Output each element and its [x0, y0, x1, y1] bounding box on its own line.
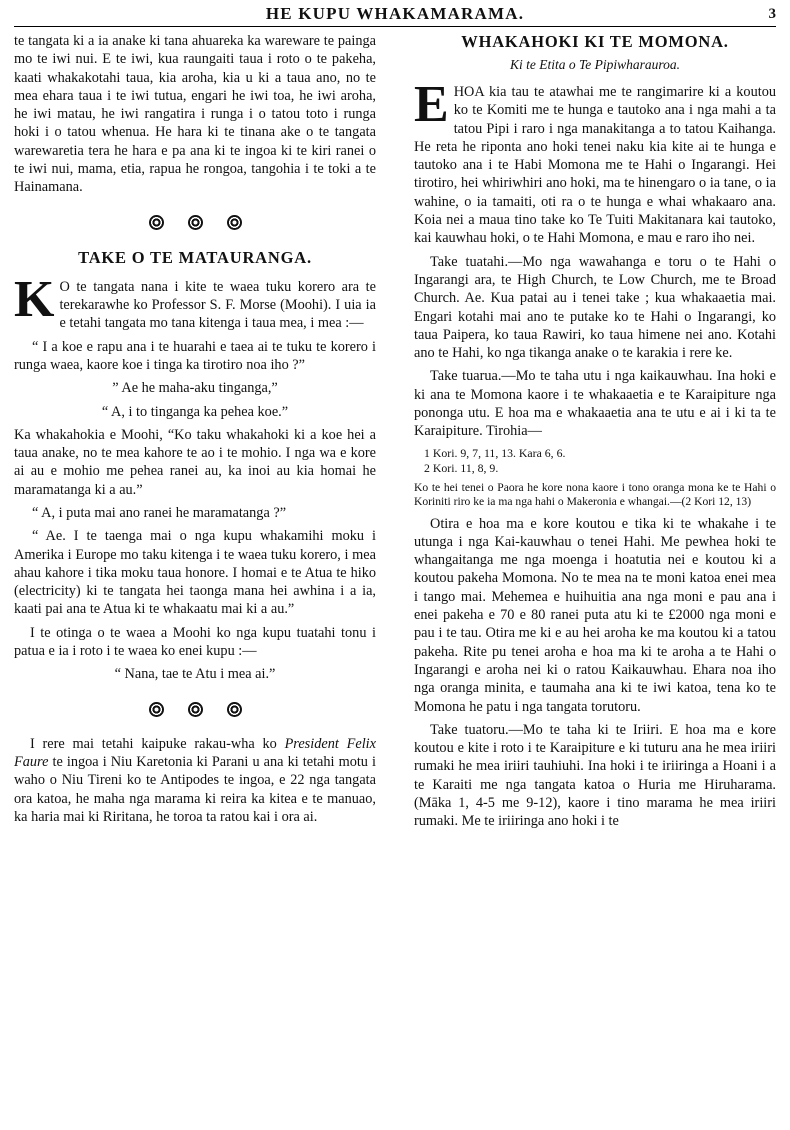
left-para-4: “ A, i to tinganga ka pehea koe.”: [101, 403, 289, 420]
section-heading-matauranga: TAKE O TE MATAURANGA.: [78, 247, 312, 267]
page-number: 3: [768, 6, 776, 22]
left-para-10-post: te ingoa i Niu Karetonia ki Parani u ana ki tetahi motu i waho o Niu Tireni ko te Antipodes te ingoa, e 22 nga tangata ora katoa, he maha nga marama ki reira ka kitea e te manuao, ka haria mai ki Riritana, he toroa ta ratou kai i ora ai.: [14, 754, 376, 825]
left-para-2: “ I a koe e rapu ana i te huarahi e taea ai te tuku te korero i runga waea, kaore koe i tinga ka tirotiro noa iho ?”: [14, 338, 376, 373]
left-para-5: Ka whakahokia e Moohi, “Ko taku whakahoki ki a koe hei a taua anake, no te mea kahore te ao i te mohio. I nga wa e kore ai au e mohio me pehea ranei au, ka inoi au kia homai he maramatanga ki a au.”: [14, 426, 376, 498]
right-para-1: HOA kia tau te atawhai me te rangimarire ki a koutou ko te Komiti me te hunga e tautoko ana i nga mahi a ta tatou Pipi i raro i nga manakitanga a to tatou Kaihanga. He reta he riponta ano hoki tenei naku kia kite ai te hunga e tautoko ana i te Habi Momona me te Hahi o Ingarangi. Hei tirotiro, hei whiriwhiri ano hoki, ma te hinengaro o ia tane, o ia wahine, o ia tamaiti, oti ra o te hunga e whai whakaaro ana. Koia nei a maua tino take ko Te Tuiti Makitanara kai tautoko, kai kauwhau hoki, o te Hahi Momona, e mau e raro iho nei.: [414, 84, 776, 247]
ornament-icon: [149, 215, 164, 230]
left-para-6: “ A, i puta mai ano ranei he maramatanga ?”: [32, 505, 287, 521]
left-para-1: O te tangata nana i kite te waea tuku korero ara te terekarawhe ko Professor S. F. Morse (Moohi). I uia ia e tetahi tangata mo tana kitenga i taua mea, i mea :—: [59, 278, 376, 332]
masthead-title: HE KUPU WHAKAMARAMA.: [265, 4, 525, 23]
ornament-icon: [149, 702, 164, 717]
scripture-reference-2: 2 Kori. 11, 8, 9.: [424, 460, 499, 475]
section-heading-momona: WHAKAHOKI KI TE MOMONA.: [461, 32, 729, 51]
left-para-10-pre: I rere mai tetahi kaipuke rakau-wha ko: [30, 735, 285, 752]
left-opening-paragraph: te tangata ki a ia anake ki tana ahuareka ka wareware te painga mo te iwi nui. E te iwi, kua raungaiti taua i roto o te pakeha, kaati whakakotahi taua, kia aroha, kia u ki a taua ano, no te mea ehara taua i te iwi tutua, engari he iwi toa, he iwi aroha, he iwi matau, he iwi rangatira i runga i o tatou toto i runga hoki i o tatou whenua. He hara ki te tinana ake o te tangata warewaretia tera he hara e pa ana ki te ingoa ki te kiri ranei o te iwi nui, mama, etia, rapua he rongoa, tangohia i te toki a te Hainamana.: [14, 33, 376, 196]
ornament-divider-2: [14, 702, 376, 717]
ornament-divider-1: [14, 215, 376, 230]
right-para-3-take-tuarua: Take tuarua.—Mo te taha utu i nga kaikauwhau. Ina hoki e ki ana te Momona kaore i te whakaaetia e te Karaipiture nga pononga utu. E hoa ma e whakaaetia ana te utu e ai i ki ta te Karaipiture. Tirohia—: [414, 368, 776, 440]
right-para-2-take-tuatahi: Take tuatahi.—Mo nga wawahanga e toru o te Hahi o Ingarangi ara, te High Church, te Low Church, me te Broad Church. Ae. Kua patai au i tenei take ; kua whakaaetia mai. Engari kotahi mai ano te putake ko te Hahi o Ingarangi, ko taua Paipera, ko taua Rawiri, ko taua himene nei ano. Kotahi ano te Hahi, ko nga tikanga anake o te karakia i rere ke.: [414, 253, 776, 362]
left-para-3: ” Ae he maha-aku tinganga,”: [112, 380, 278, 397]
ornament-icon: [227, 215, 242, 230]
ornament-icon: [188, 702, 203, 717]
ornament-icon: [227, 702, 242, 717]
right-column: [414, 32, 776, 1122]
dropcap-letter: K: [14, 270, 55, 328]
right-para-5-take-tuatoru: Take tuatoru.—Mo te taha ki te Iriiri. E hoa ma e kore koutou e kite i roto i te Karaipiture e ki tuturu ana he mea iriiri rumaki he mea iriiri tauhiuhi. Ina hoki i te iriiringa a Hoani i a te Karaiti me nga tangata katoa o Huria me Hiruharama. (Māka 1, 4-5 me 9-12), kaore i tino marama he mea iriiri rumaki. Me te iriiringa ano hoki i te: [414, 721, 776, 830]
scripture-reference-1: 1 Kori. 9, 7, 11, 13. Kara 6, 6.: [424, 445, 566, 460]
ornament-icon: [188, 215, 203, 230]
ship-name-italic: President Felix Faure: [14, 735, 376, 771]
left-para-8: I te otinga o te waea a Moohi ko nga kupu tuatahi tonu i patua e ia i roto i te waea ko enei kupu :—: [14, 624, 376, 660]
right-para-4: Otira e hoa ma e kore koutou e tika ki te whakahe i te utunga i nga Kai-kauwhau o tenei Hahi. Me pewhea hoki te whangaitanga me nga moenga i hoatutia nei e koutou ki a koutou pakeha Momona. No te mea na te moni katoa enei mea i tango mai. Mehemea e huihuitia ana nga moni e pau ana i enei pakeha e 70 e 80 ranei puta atu ki te £2000 nga moni e pau i te tau. Otira me ki e au hei aroha ke ma koutou ki a tatou pakeha. Rite pu tenei aroha e hoa ma ki te aroha a te Hahi o Ingarangi e aroha nei ki o ratou Kaikauwhau. Ehara noa iho nga oranga minita, e taumaha ana ki te iwi katoa, tena ko te Momona he patu i nga tangata torutoru.: [414, 515, 776, 715]
section-subheading-momona: Ki te Etita o Te Pipiwharauroa.: [509, 57, 680, 72]
footnote-paora: Ko te hei tenei o Paora he kore nona kaore i tono oranga mona ke te Hahi o Koriniti riro ke ia ma nga hahi o Makeronia e whangai.—(2 Kori 12, 13): [414, 481, 776, 509]
dropcap-letter: E: [414, 76, 449, 133]
matauranga-first-paragraph-block: [14, 270, 376, 333]
momona-first-paragraph-block: [414, 76, 776, 248]
masthead: [14, 4, 776, 27]
left-column: [14, 32, 376, 1122]
left-para-7: “ Ae. I te taenga mai o nga kupu whakamihi moku i Amerika i Europe mo taku kitenga i te waea tuku korero, i mea ahau kahore i tika moku taua honore. I homai e te Atua te hiko (electricity) ki te tangata hei taonga mana hei awhina i a ia, kaati pai ana te Atua ki te whakaatu mai ki a au.”: [14, 528, 376, 618]
left-para-9: “ Nana, tae te Atu i mea ai.”: [114, 666, 276, 683]
left-para-10: [14, 735, 376, 826]
two-column-body: [14, 32, 776, 1122]
